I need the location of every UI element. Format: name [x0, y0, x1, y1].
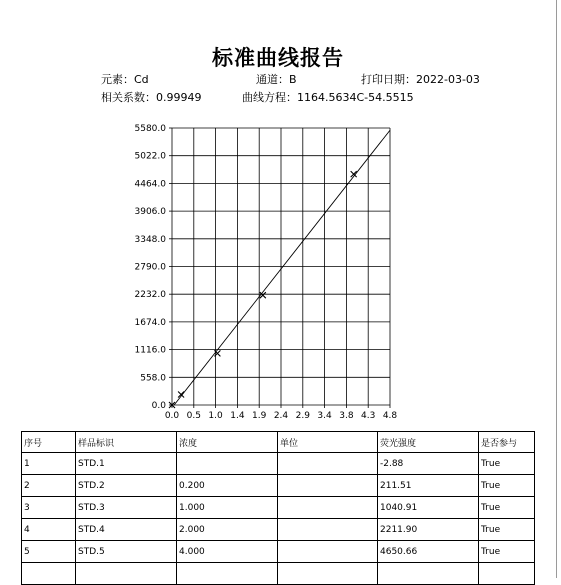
cell-intensity: 2211.90	[378, 519, 479, 541]
cell-included: True	[479, 519, 535, 541]
header-included: 是否参与	[479, 432, 535, 453]
x-tick-label: 1.9	[252, 411, 267, 421]
header-index: 序号	[22, 432, 76, 453]
table-header-row	[22, 432, 535, 453]
correlation-label: 相关系数：0.99949	[101, 91, 202, 104]
cell-unit	[278, 563, 378, 585]
header-unit: 单位	[278, 432, 378, 453]
cell-index: 2	[22, 475, 76, 497]
cell-unit	[278, 519, 378, 541]
cell-included: True	[479, 453, 535, 475]
cell-intensity	[378, 563, 479, 585]
standards-table	[21, 431, 535, 585]
cell-concentration: 2.000	[177, 519, 278, 541]
table-row	[22, 453, 535, 475]
header-intensity: 荧光强度	[378, 432, 479, 453]
report-title: 标准曲线报告	[212, 46, 344, 70]
y-tick-label: 558.0	[140, 373, 166, 384]
cell-sample-id: STD.5	[76, 541, 177, 563]
y-tick-label: 2790.0	[134, 262, 166, 273]
y-tick-label: 3348.0	[134, 234, 166, 245]
cell-included: True	[479, 497, 535, 519]
cell-sample-id: STD.4	[76, 519, 177, 541]
cell-concentration	[177, 453, 278, 475]
cell-included: True	[479, 541, 535, 563]
cell-index: 3	[22, 497, 76, 519]
table-row	[22, 563, 535, 585]
x-tick-label: 3.4	[317, 411, 332, 421]
x-tick-label: 2.4	[273, 411, 289, 421]
print-date-label: 打印日期：2022-03-03	[361, 73, 480, 86]
x-tick-label: 0.5	[186, 411, 201, 421]
x-tick-label: 4.8	[382, 411, 398, 421]
table-row	[22, 519, 535, 541]
cell-concentration: 4.000	[177, 541, 278, 563]
cell-index: 5	[22, 541, 76, 563]
cell-sample-id: STD.1	[76, 453, 177, 475]
cell-unit	[278, 497, 378, 519]
cell-index: 4	[22, 519, 76, 541]
cell-included	[479, 563, 535, 585]
cell-unit	[278, 453, 378, 475]
table-row	[22, 475, 535, 497]
cell-included: True	[479, 475, 535, 497]
y-tick-label: 0.0	[151, 401, 166, 411]
channel-label: 通道：B	[256, 73, 297, 86]
y-tick-label: 1116.0	[134, 345, 166, 356]
cell-sample-id: STD.3	[76, 497, 177, 519]
y-tick-label: 1674.0	[134, 317, 166, 328]
x-tick-label: 0.0	[164, 411, 180, 421]
cell-unit	[278, 541, 378, 563]
cell-index: 1	[22, 453, 76, 475]
cell-sample-id: STD.2	[76, 475, 177, 497]
cell-intensity: 1040.91	[378, 497, 479, 519]
y-tick-label: 2232.0	[134, 290, 166, 301]
header-concentration: 浓度	[177, 432, 278, 453]
fit-line	[174, 130, 390, 405]
cell-concentration: 0.200	[177, 475, 278, 497]
x-tick-label: 4.3	[361, 411, 376, 421]
table-row	[22, 497, 535, 519]
y-tick-label: 5580.0	[134, 124, 166, 134]
cell-intensity: 211.51	[378, 475, 479, 497]
y-tick-label: 3906.0	[134, 207, 166, 218]
table-row	[22, 541, 535, 563]
equation-label: 曲线方程：1164.5634C-54.5515	[242, 91, 414, 104]
x-tick-label: 1.4	[230, 411, 245, 421]
cell-concentration	[177, 563, 278, 585]
y-tick-label: 5022.0	[134, 151, 166, 162]
cell-sample-id	[76, 563, 177, 585]
x-tick-label: 1.0	[208, 411, 223, 421]
x-tick-label: 3.8	[339, 411, 354, 421]
cell-intensity: 4650.66	[378, 541, 479, 563]
x-tick-label: 2.9	[295, 411, 310, 421]
cell-unit	[278, 475, 378, 497]
element-label: 元素：Cd	[101, 73, 149, 86]
header-sample-id: 样品标识	[76, 432, 177, 453]
y-tick-label: 4464.0	[134, 179, 166, 190]
cell-index	[22, 563, 76, 585]
cell-concentration: 1.000	[177, 497, 278, 519]
cell-intensity: -2.88	[378, 453, 479, 475]
